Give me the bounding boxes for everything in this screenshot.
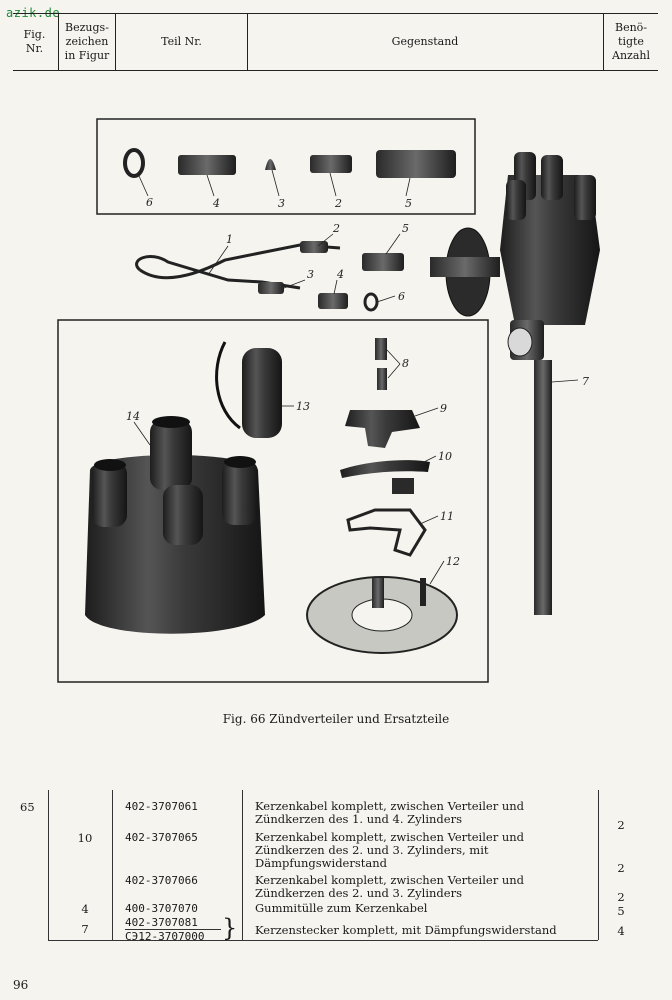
table-header <box>13 13 658 71</box>
svg-text:12: 12 <box>446 555 460 568</box>
header-bezugszeichen: Bezugs- zeichen in Figur <box>64 21 110 62</box>
breaker-arm-11 <box>348 510 425 555</box>
watermark: azik.de <box>6 6 61 20</box>
row-2-bezug: 10 <box>77 831 93 845</box>
row-2-text: Kerzenkabel komplett, zwischen Verteiler und Zündkerzen des 2. und 3. Zylinders, mit Dämpfungswiderstand <box>255 830 525 870</box>
nut-2 <box>310 155 352 173</box>
row-2-anzahl: 2 <box>617 861 625 875</box>
row-4-bezug: 4 <box>81 902 89 916</box>
row-1-fig: 65 <box>20 800 35 814</box>
figure-caption: Fig. 66 Zündverteiler und Ersatzteile <box>222 712 450 726</box>
terminal-5-assembled <box>362 253 404 271</box>
svg-text:5: 5 <box>402 222 409 235</box>
svg-text:3: 3 <box>307 268 314 281</box>
distributor-shaft-7 <box>534 360 552 615</box>
svg-text:8: 8 <box>402 357 409 370</box>
brace-glyph: } <box>222 914 238 942</box>
row-5-bezug: 7 <box>81 922 89 936</box>
terminal-5 <box>376 150 456 178</box>
parts-table <box>0 790 672 950</box>
row-5-teil-alt: СЭ12-3707000 <box>125 930 205 943</box>
svg-text:3: 3 <box>278 197 285 210</box>
row-3-text: Kerzenkabel komplett, zwischen Verteiler und Zündkerzen des 2. und 3. Zylinders <box>255 873 525 900</box>
svg-text:4: 4 <box>213 197 220 210</box>
row-4-anzahl: 5 <box>617 904 625 918</box>
svg-text:2: 2 <box>333 222 340 235</box>
svg-text:10: 10 <box>438 450 452 463</box>
row-5-teil: 402-3707081 <box>125 916 221 930</box>
svg-text:6: 6 <box>398 290 405 303</box>
sleeve-4-assembled <box>318 293 348 309</box>
row-3-teil: 402-3707066 <box>125 874 198 887</box>
svg-text:14: 14 <box>126 410 140 423</box>
svg-text:2: 2 <box>335 197 342 210</box>
header-anzahl: Benö- tigte Anzahl <box>612 21 650 62</box>
washer-6 <box>125 150 143 176</box>
row-1-anzahl: 2 <box>617 818 625 832</box>
row-4-teil: 400-3707070 <box>125 902 198 915</box>
cone-3 <box>265 159 276 170</box>
svg-text:9: 9 <box>440 402 447 415</box>
row-1-text: Kerzenkabel komplett, zwischen Verteiler und Zündkerzen des 1. und 4. Zylinders <box>255 799 525 826</box>
row-3-anzahl: 2 <box>617 890 625 904</box>
condenser-13 <box>242 348 282 438</box>
contact-spring-10 <box>340 460 430 478</box>
distributor-exploded-illustration <box>0 110 672 690</box>
svg-text:13: 13 <box>296 400 310 413</box>
row-2-teil: 402-3707065 <box>125 831 198 844</box>
svg-text:4: 4 <box>337 268 344 281</box>
row-4-text: Gummitülle zum Kerzenkabel <box>255 901 428 915</box>
sleeve-4 <box>178 155 236 175</box>
row-5-anzahl: 4 <box>617 924 625 938</box>
svg-text:5: 5 <box>405 197 412 210</box>
svg-text:7: 7 <box>582 375 589 388</box>
header-fig-nr: Fig. Nr. <box>23 28 46 55</box>
svg-text:11: 11 <box>440 510 454 523</box>
header-teil-nr: Teil Nr. <box>161 35 202 48</box>
page-number: 96 <box>13 978 29 992</box>
row-5-text: Kerzenstecker komplett, mit Dämpfungswiderstand <box>255 923 557 937</box>
svg-text:1: 1 <box>226 233 233 246</box>
svg-text:6: 6 <box>146 196 153 209</box>
rotor-9 <box>345 410 420 448</box>
header-gegenstand: Gegenstand <box>391 35 459 48</box>
row-1-teil: 402-3707061 <box>125 800 198 813</box>
